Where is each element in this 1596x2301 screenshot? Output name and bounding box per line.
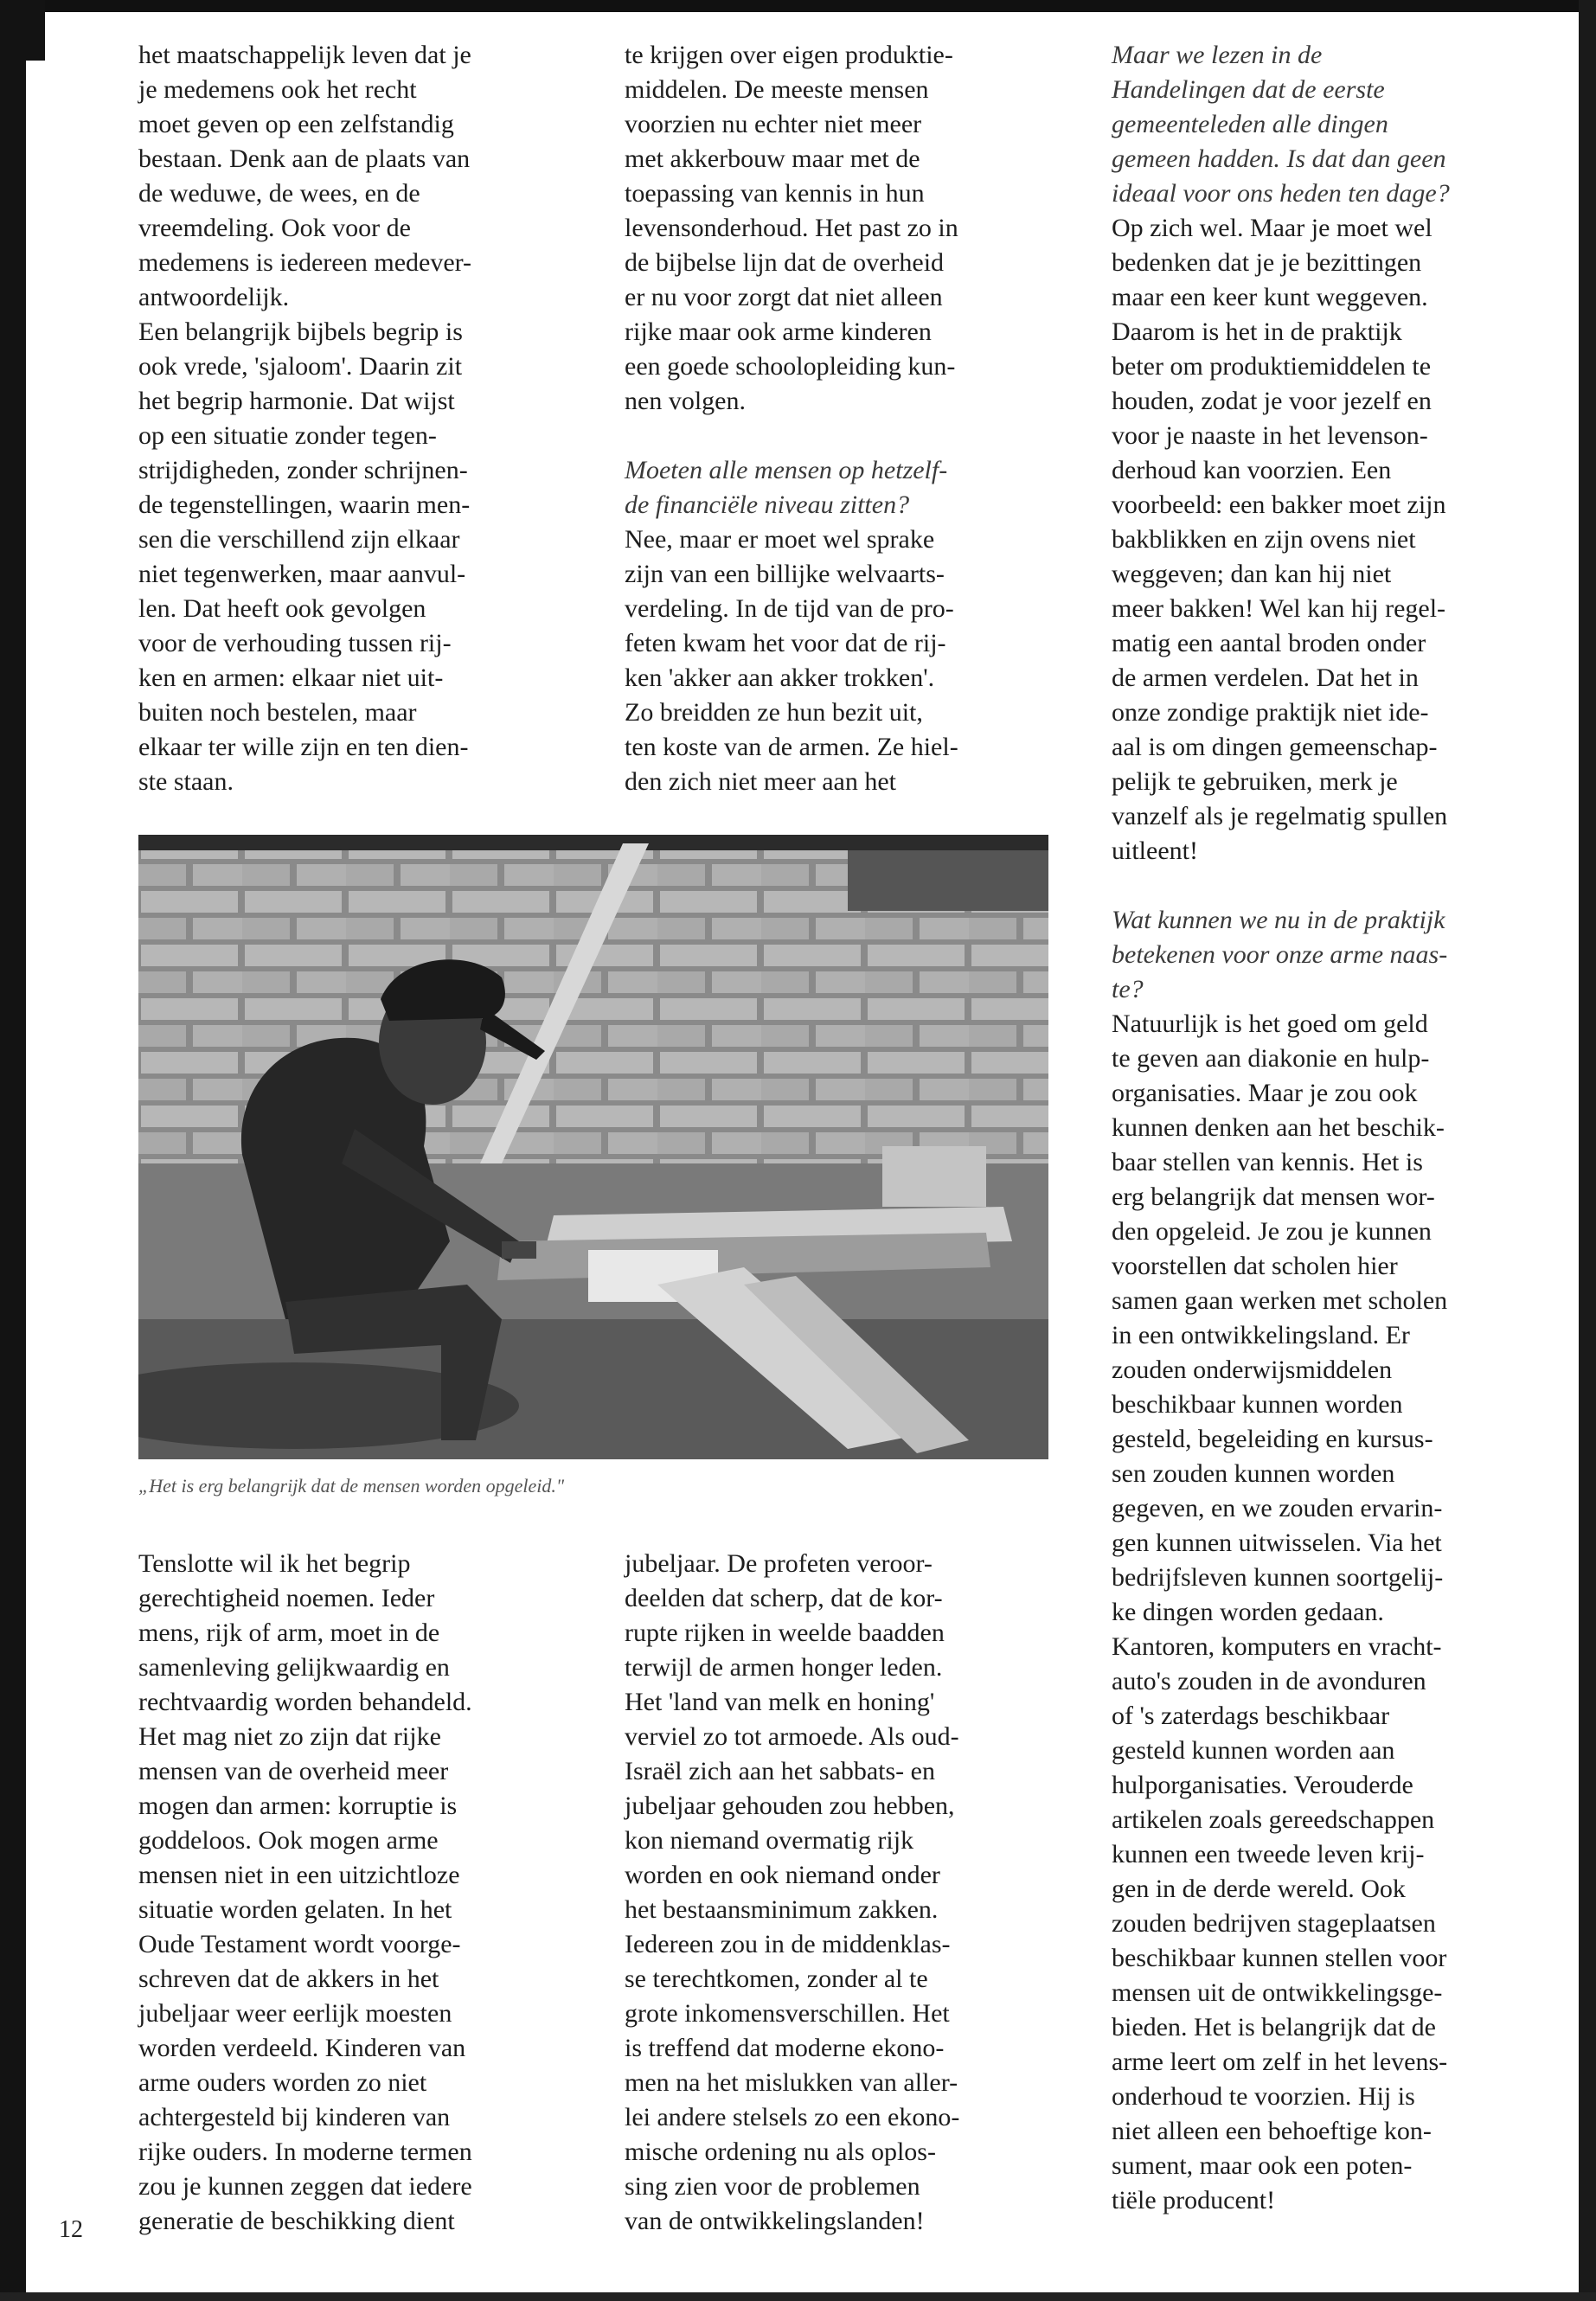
paragraph: Op zich wel. Maar je moet wel bedenken dat je je bezittingen maar een keer kunt weggeven. Daarom is het in de praktijk beter om produktiemiddelen te houden, zodat je voor jezelf en voor je naaste in het levenson- derhoud kan voorzien. Een voorbeeld: een bakker moet zijn bakblikken en zijn ovens niet weggeven; dan kan hij niet meer bakken! Wel kan hij regel- matig een aantal broden onder de armen verdelen. Dat het in onze zondige praktijk niet ide- aal is om dingen gemeenschap- pelijk te gebruiken, merk je vanzelf als je regelmatig spullen uitleent! (1112, 214, 1448, 865)
photo-man-working-wood (138, 835, 1048, 1459)
photo-caption: „Het is erg belangrijk dat de mensen worden opgeleid." (138, 1475, 565, 1497)
photo-illustration (138, 835, 1048, 1459)
page-number: 12 (59, 2216, 83, 2243)
scan-edge-top (0, 0, 1596, 12)
question-heading: Maar we lezen in de Handelingen dat de eerste gemeenteleden alle dingen gemeen hadden. Is dat dan geen ideaal voor ons heden ten dage? (1112, 41, 1450, 208)
paragraph: het maatschappelijk leven dat je je medemens ook het recht moet geven op een zelfstandig bestaan. Denk aan de plaats van de weduwe, de wees, en de vreemdeling. Ook voor de medemens is iedereen medever- antwoordelijk. Een belangrijk bijbels begrip is ook vrede, 'sjaloom'. Daarin zit het begrip harmonie. Dat wijst op een situatie zonder tegen- strijdigheden, zonder schrijnen- de tegenstellingen, waarin men- sen die verschillend zijn elkaar niet tegenwerken, maar aanvul- len. Dat heeft ook gevolgen voor de verhouding tussen rij- ken en armen: elkaar niet uit- buiten noch bestelen, maar elkaar ter wille zijn en ten dien- ste staan. (138, 41, 472, 796)
paragraph: te krijgen over eigen produktie- middelen. De meeste mensen voorzien nu echter niet meer met akkerbouw maar met de toepassing van kennis in hun levensonderhoud. Het past zo in de bijbelse lijn dat de overheid er nu voor zorgt dat niet alleen rijke maar ook arme kinderen een goede schoolopleiding kun- nen volgen. (625, 41, 958, 415)
paragraph: Nee, maar er moet wel sprake zijn van een billijke welvaarts- verdeling. In de tijd van de pro- feten kwam het voor dat de rij- ken 'akker aan akker trokken'. Zo breidden ze hun bezit uit, ten koste van de armen. Ze hiel- den zich niet meer aan het (625, 525, 958, 796)
scan-edge-notch (26, 0, 45, 61)
paragraph: Tenslotte wil ik het begrip gerechtigheid noemen. Ieder mens, rijk of arm, moet in de samenleving gelijkwaardig en rechtvaardig worden behandeld. Het mag niet zo zijn dat rijke mensen van de overheid meer mogen dan armen: korruptie is goddeloos. Ook mogen arme mensen niet in een uitzichtloze situatie worden gelaten. In het Oude Testament wordt voorge- schreven dat de akkers in het jubeljaar weer eerlijk moesten worden verdeeld. Kinderen van arme ouders worden zo niet achtergesteld bij kinderen van rijke ouders. In moderne termen zou je kunnen zeggen dat iedere generatie de beschikking dient (138, 1549, 472, 2235)
scan-edge-left (0, 0, 26, 2301)
scan-edge-bottom (0, 2292, 1596, 2301)
paragraph: Natuurlijk is het goed om geld te geven aan diakonie en hulp- organisaties. Maar je zou ook kunnen denken aan het beschik- baar stellen van kennis. Het is erg belangrijk dat mensen wor- den opgeleid. Je zou je kunnen voorstellen dat scholen hier samen gaan werken met scholen in een ontwikkelingsland. Er zouden onderwijsmiddelen beschikbaar kunnen worden gesteld, begeleiding en kursus- sen zouden kunnen worden gegeven, en we zouden ervarin- gen kunnen uitwisselen. Via het bedrijfsleven kunnen soortgelij- ke dingen worden gedaan. Kantoren, komputers en vracht- auto's zouden in de avonduren of 's zaterdags beschikbaar gesteld kunnen worden aan hulporganisaties. Verouderde artikelen zoals gereedschappen kunnen een tweede leven krij- gen in de derde wereld. Ook zouden bedrijven stageplaatsen beschikbaar kunnen stellen voor mensen uit de ontwikkelingsge- bieden. Het is belangrijk dat de arme leert om zelf in het levens- onderhoud te voorzien. Hij is niet alleen een behoeftige kon- sument, maar ook een poten- tiële producent! (1112, 1009, 1448, 2214)
column-right (1112, 38, 1544, 2218)
paragraph: jubeljaar. De profeten veroor- deelden dat scherp, dat de kor- rupte rijken in weelde baadden terwijl de armen honger leden. Het 'land van melk en honing' verviel zo tot armoede. Als oud- Israël zich aan het sabbats- en jubeljaar gehouden zou hebben, kon niemand overmatig rijk worden en ook niemand onder het bestaansminimum zakken. Iedereen zou in de middenklas- se terechtkomen, zonder al te grote inkomensverschillen. Het is treffend dat moderne ekono- men na het mislukken van aller- lei andere stelsels zo een ekono- mische ordening nu als oplos- sing zien voor de problemen van de ontwikkelingslanden! (625, 1549, 960, 2235)
column-top-1 (138, 38, 571, 799)
column-top-2 (625, 38, 1057, 799)
question-heading: Wat kunnen we nu in de praktijk betekenen voor onze arme naas- te? (1112, 906, 1448, 1003)
scan-edge-right (1579, 0, 1596, 2301)
column-bottom-1 (138, 1547, 571, 2239)
column-bottom-2 (625, 1547, 1057, 2239)
question-heading: Moeten alle mensen op hetzelf- de financiële niveau zitten? (625, 456, 948, 519)
